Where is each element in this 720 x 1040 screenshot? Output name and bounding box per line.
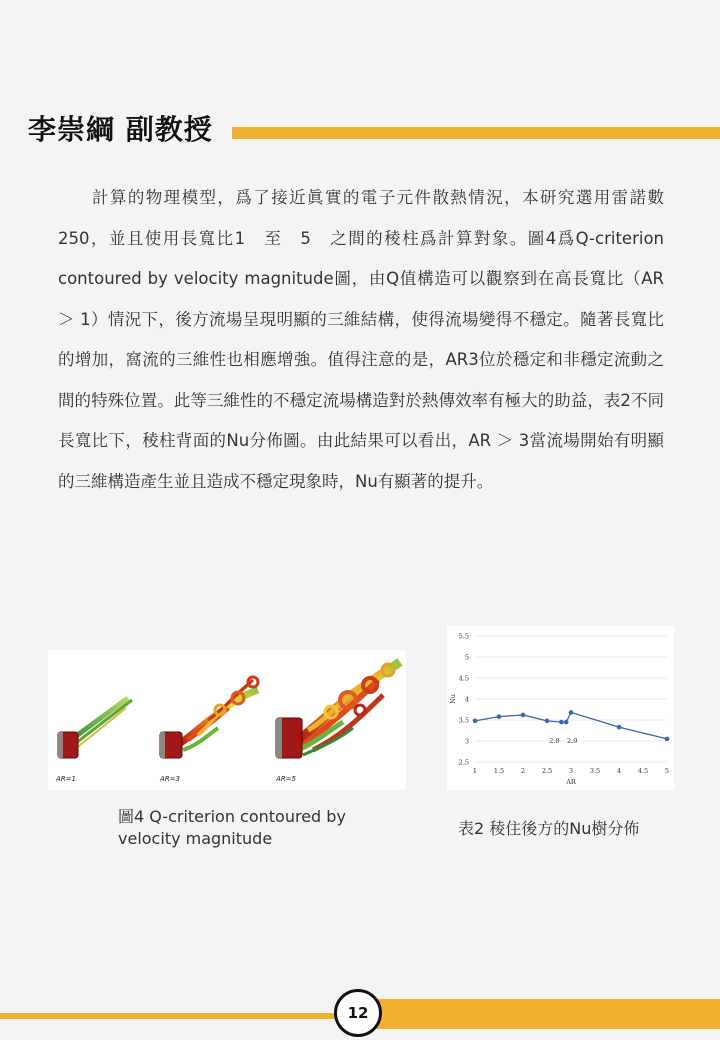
y-axis-label: Nu: [449, 694, 457, 704]
annotation-label: 2.8: [549, 737, 560, 745]
x-tick-label: 3.5: [589, 767, 601, 775]
figure-4-image: [48, 650, 406, 790]
y-tick-label: 4: [464, 695, 469, 704]
ar1-label: AR=1: [56, 775, 76, 783]
annotation-label: 2.9: [567, 737, 578, 745]
figure-4-caption: [118, 806, 346, 850]
ar5-visualization: [276, 662, 400, 758]
nu-chart: [447, 626, 674, 790]
x-tick-label: 1: [472, 767, 478, 775]
data-point: [497, 714, 502, 719]
body-text: [58, 178, 664, 502]
page-title: 李崇綱 副教授: [28, 113, 213, 146]
x-tick-label: 4.5: [637, 767, 649, 775]
x-tick-label: 3: [568, 767, 574, 775]
data-point: [617, 725, 622, 730]
ar3-label: AR=3: [160, 775, 180, 783]
x-tick-label: 2: [520, 767, 526, 775]
ar5-label: AR=5: [276, 775, 296, 783]
footer-left-bar: [0, 1013, 340, 1019]
data-point: [559, 720, 564, 725]
figure-4-caption-line1: 圖4 Q-criterion contoured by: [118, 807, 346, 826]
x-tick-label: 5: [664, 767, 670, 775]
y-tick-label: 5: [464, 653, 469, 662]
data-point: [564, 720, 569, 725]
body-paragraph: 計算的物理模型，爲了接近眞實的電子元件散熱情況，本研究選用雷諾數250，並且使用長寬比1 至 5 之間的稜柱爲計算對象。圖4爲Q-criterion contoured by velocity magnitude圖，由Q值構造可以觀察到在高長寬比（AR ＞ 1）情況下，後方流場呈現明顯的三維結構，使得流場變得不穩定。隨著長寬比的增加，窩流的三維性也相應增強。值得注意的是，AR3位於穩定和非穩定流動之間的特殊位置。此等三維性的不穩定流場構造對於熱傳效率有極大的助益，表2不同長寬比下，稜柱背面的Nu分佈圖。由此結果可以看出，AR ＞ 3當流場開始有明顯的三維構造產生並且造成不穩定現象時，Nu有顯著的提升。: [58, 188, 664, 491]
flow-visualization: [48, 650, 406, 790]
y-tick-label: 5.5: [458, 632, 469, 641]
data-point: [569, 710, 574, 715]
page-number: 12: [334, 989, 382, 1037]
y-tick-label: 3.5: [458, 716, 469, 725]
ar3-visualization: [160, 677, 258, 758]
x-axis-label: AR: [566, 778, 576, 786]
nu-chart-svg: [447, 626, 674, 790]
footer-right-bar: [375, 999, 720, 1029]
data-point: [521, 713, 526, 718]
y-tick-label: 2.5: [458, 758, 469, 767]
data-point: [545, 719, 550, 724]
x-tick-label: 1.5: [493, 767, 505, 775]
ar1-visualization: [58, 698, 132, 758]
data-point: [473, 719, 478, 724]
series-line: [475, 712, 667, 738]
figure-4-caption-line2: velocity magnitude: [118, 829, 273, 848]
table-2-caption: 表2 稜住後方的Nu樹分佈: [458, 819, 640, 838]
y-tick-label: 3: [464, 737, 469, 746]
x-tick-label: 2.5: [541, 767, 553, 775]
y-tick-label: 4.5: [458, 674, 469, 683]
data-point: [665, 737, 670, 742]
title-accent-bar: [232, 127, 720, 139]
x-tick-label: 4: [616, 767, 622, 775]
